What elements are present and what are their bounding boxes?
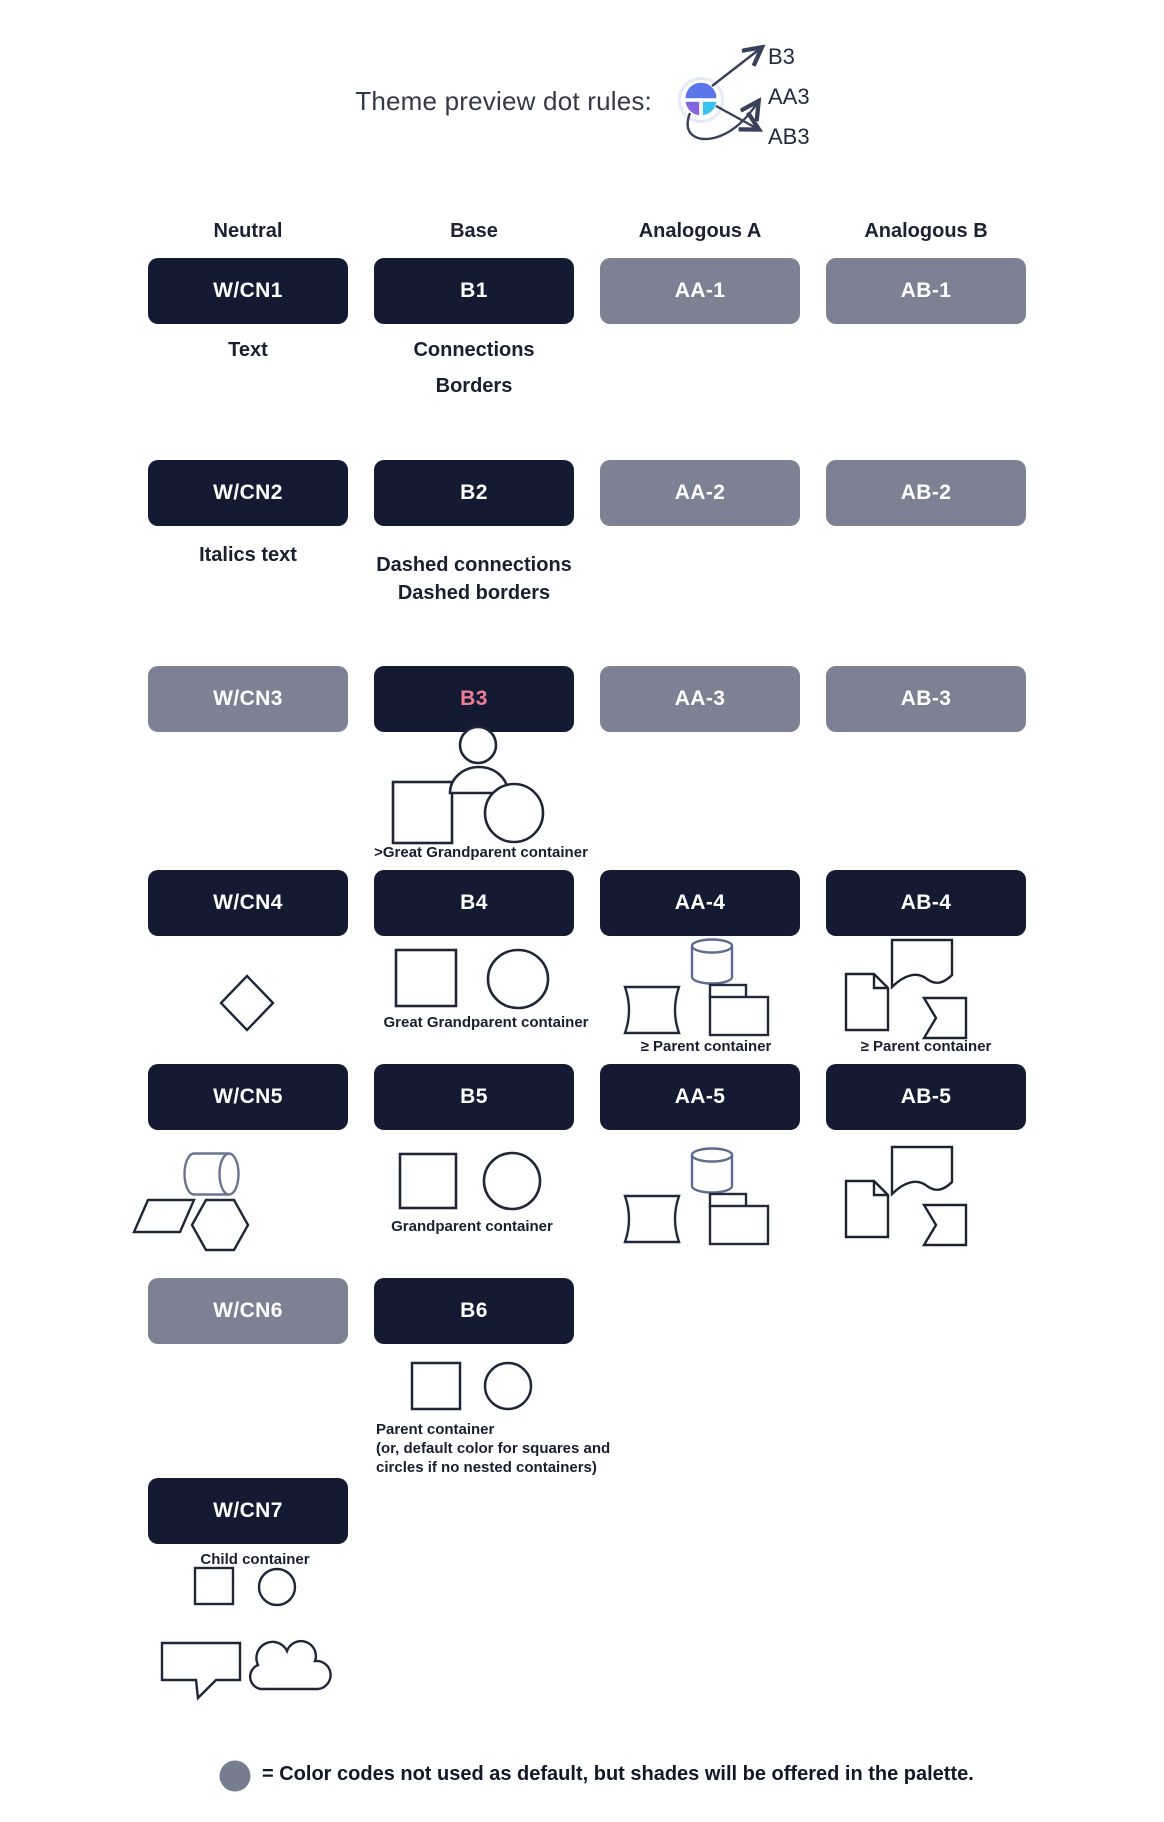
cylinder-top-icon (692, 1149, 732, 1162)
swatch-aa1: AA-1 (600, 258, 800, 324)
dot-rule-label-ab3: AB3 (768, 124, 810, 149)
swatch-ab3: AB-3 (826, 666, 1026, 732)
stored-data-icon (625, 987, 679, 1033)
circle-icon (484, 1153, 540, 1209)
swatch-wcn5: W/CN5 (148, 1064, 348, 1130)
swatch-wcn4: W/CN4 (148, 870, 348, 936)
banner-icon (924, 998, 966, 1038)
cylinder-top-icon (692, 940, 732, 953)
circle-icon (485, 784, 543, 842)
swatch-wcn1: W/CN1 (148, 258, 348, 324)
wcn4-shapes-illustration (220, 975, 280, 1035)
swatch-wcn3: W/CN3 (148, 666, 348, 732)
swatch-wcn6: W/CN6 (148, 1278, 348, 1344)
swatch-b5: B5 (374, 1064, 574, 1130)
circle-icon (488, 950, 548, 1008)
gray-dot-icon (220, 1761, 251, 1792)
caption-child-container: Child container (200, 1551, 310, 1568)
wcn7-shapes-illustration (190, 1563, 305, 1613)
caption-ab4-shapes: ≥ Parent container (860, 1038, 992, 1055)
aa5-shapes-illustration (615, 1142, 785, 1247)
aa4-shapes-illustration (615, 933, 785, 1038)
caption-b4-shapes: Great Grandparent container (383, 1014, 589, 1031)
dot-rule-label-aa3: AA3 (768, 84, 810, 109)
diamond-icon (221, 976, 273, 1030)
swatch-aa5: AA-5 (600, 1064, 800, 1130)
caption-b6-line2: (or, default color for squares and (376, 1440, 611, 1457)
folder-icon (710, 1206, 768, 1244)
circle-icon (485, 1363, 531, 1409)
swatch-wcn7: W/CN7 (148, 1478, 348, 1544)
square-icon (412, 1363, 460, 1409)
wcn5-shapes-illustration (130, 1145, 260, 1255)
circle-icon (259, 1569, 295, 1605)
square-icon (400, 1154, 456, 1208)
swatch-ab5: AB-5 (826, 1064, 1026, 1130)
document-icon (846, 1181, 888, 1237)
caption-borders: Borders (435, 375, 513, 397)
wavy-document-icon (892, 1147, 952, 1194)
caption-aa4-shapes: ≥ Parent container (640, 1038, 772, 1055)
swatch-b6: B6 (374, 1278, 574, 1344)
document-icon (846, 974, 888, 1030)
column-header-analogous-b: Analogous B (864, 220, 988, 242)
ab5-shapes-illustration (840, 1142, 975, 1252)
caption-italics-text: Italics text (199, 544, 297, 566)
square-icon (396, 950, 456, 1006)
folder-icon (710, 997, 768, 1035)
caption-dashed-connections: Dashed connections (376, 554, 572, 576)
speech-bubble-icon (162, 1643, 240, 1698)
legend-dot (219, 1759, 253, 1793)
ab4-shapes-illustration (840, 935, 975, 1045)
parallelogram-icon (134, 1200, 194, 1232)
banner-icon (924, 1205, 966, 1245)
horizontal-cylinder-cap-icon (220, 1154, 239, 1195)
caption-b3-shapes: >Great Grandparent container (374, 844, 588, 861)
swatch-aa4: AA-4 (600, 870, 800, 936)
b6-shapes-illustration (405, 1357, 540, 1417)
caption-dashed-borders: Dashed borders (397, 582, 551, 604)
caption-b6-line3: circles if no nested containers) (376, 1459, 597, 1476)
person-head-icon (460, 727, 496, 763)
wavy-document-icon (892, 940, 952, 987)
caption-b6-line1: Parent container (376, 1421, 495, 1438)
swatch-b4: B4 (374, 870, 574, 936)
column-header-analogous-a: Analogous A (638, 220, 762, 242)
wcn7-extra-shapes-illustration (155, 1635, 340, 1705)
page-title: Theme preview dot rules: (355, 86, 652, 116)
swatch-ab1: AB-1 (826, 258, 1026, 324)
hexagon-icon (192, 1200, 248, 1250)
arrow-to-b3 (712, 48, 761, 86)
square-icon (195, 1568, 233, 1604)
b3-shapes-illustration (380, 720, 560, 850)
square-icon (393, 782, 452, 843)
swatch-ab4: AB-4 (826, 870, 1026, 936)
swatch-aa2: AA-2 (600, 460, 800, 526)
cloud-icon (250, 1641, 330, 1689)
caption-text: Text (228, 339, 268, 361)
stored-data-icon (625, 1196, 679, 1242)
column-header-neutral: Neutral (213, 220, 283, 242)
column-header-base: Base (450, 220, 498, 242)
caption-b5-shapes: Grandparent container (391, 1218, 553, 1235)
swatch-ab2: AB-2 (826, 460, 1026, 526)
swatch-b3: B3 (374, 666, 574, 732)
legend-text: = Color codes not used as default, but shades will be offered in the palette. (262, 1763, 974, 1785)
caption-connections: Connections (413, 339, 535, 361)
dot-rule-label-b3: B3 (768, 44, 795, 69)
b5-shapes-illustration (395, 1148, 545, 1218)
swatch-wcn2: W/CN2 (148, 460, 348, 526)
swatch-aa3: AA-3 (600, 666, 800, 732)
b4-shapes-illustration (392, 945, 557, 1015)
swatch-b1: B1 (374, 258, 574, 324)
swatch-b2: B2 (374, 460, 574, 526)
